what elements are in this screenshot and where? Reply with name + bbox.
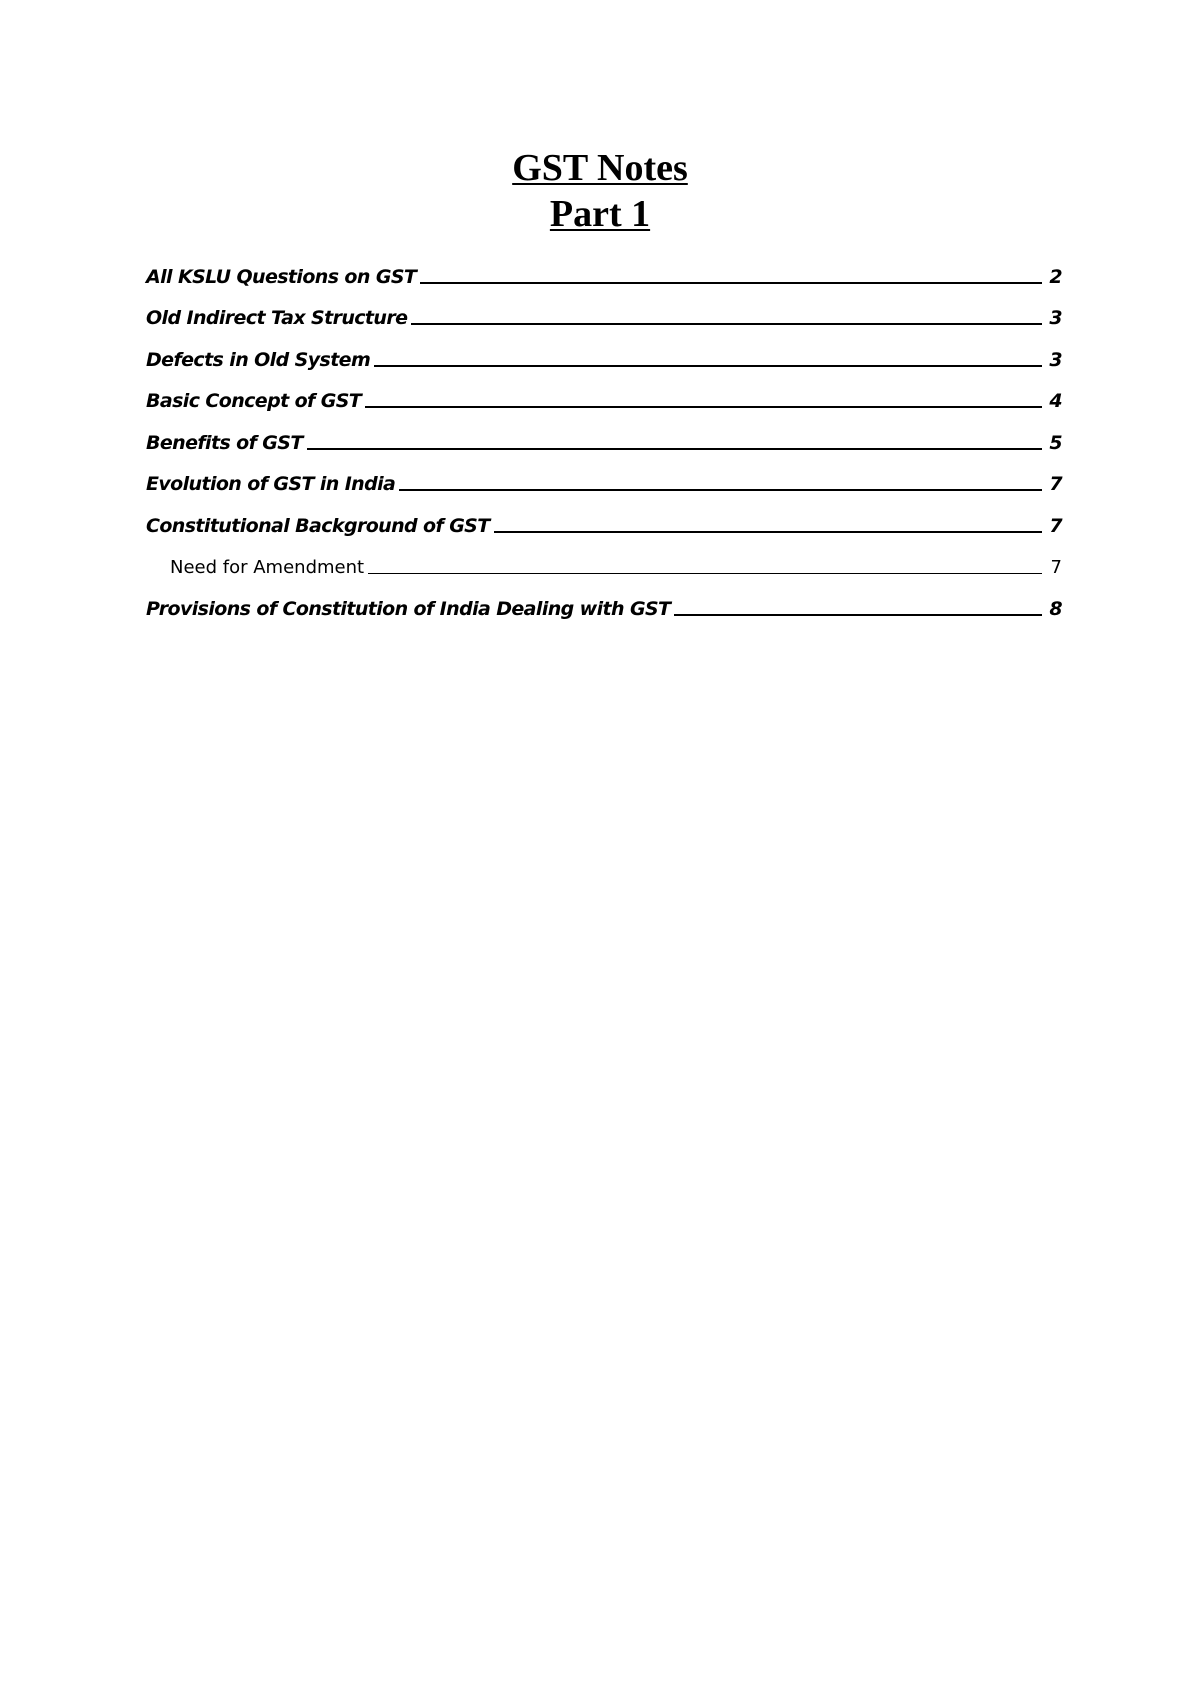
title-line-2: Part 1 bbox=[549, 193, 651, 235]
toc-entry[interactable] bbox=[146, 292, 1062, 334]
toc-entry-label: Evolution of GST in India bbox=[146, 473, 396, 495]
toc-leader-line bbox=[420, 282, 1042, 284]
toc-entry-label: Constitutional Background of GST bbox=[146, 514, 490, 537]
toc-entry-page: 3 bbox=[1049, 348, 1062, 371]
toc-entry-label: Benefits of GST bbox=[146, 431, 303, 454]
toc-entry-page: 7 bbox=[1049, 473, 1062, 495]
document-title bbox=[0, 145, 1200, 237]
toc-leader-line bbox=[365, 406, 1042, 408]
toc-subentry-page: 7 bbox=[1050, 557, 1062, 578]
toc-entry-page: 2 bbox=[1049, 265, 1062, 288]
toc-leader-line bbox=[494, 531, 1042, 533]
toc-entry-page: 8 bbox=[1049, 597, 1062, 620]
toc-entry-page: 3 bbox=[1049, 307, 1062, 329]
toc-entry-page: 5 bbox=[1049, 431, 1062, 454]
toc-leader-line bbox=[368, 573, 1042, 574]
toc-entry-label: Defects in Old System bbox=[146, 348, 371, 371]
toc-leader-line bbox=[374, 365, 1042, 367]
toc-entry[interactable] bbox=[146, 375, 1062, 417]
toc-entry-page: 7 bbox=[1049, 514, 1062, 537]
toc-subentry[interactable] bbox=[146, 541, 1062, 583]
toc-entry-label: Basic Concept of GST bbox=[146, 390, 362, 412]
toc-entry[interactable] bbox=[146, 333, 1062, 375]
toc-entry[interactable] bbox=[146, 416, 1062, 458]
toc-leader-line bbox=[307, 448, 1042, 450]
toc-entry-label: Old Indirect Tax Structure bbox=[146, 307, 408, 329]
toc-entry-page: 4 bbox=[1049, 390, 1062, 412]
title-line-1: GST Notes bbox=[512, 147, 688, 189]
table-of-contents bbox=[146, 250, 1062, 624]
toc-entry-label: All KSLU Questions on GST bbox=[146, 265, 417, 288]
toc-entry[interactable] bbox=[146, 499, 1062, 541]
toc-entry[interactable] bbox=[146, 582, 1062, 624]
toc-subentry-label: Need for Amendment bbox=[170, 557, 365, 578]
toc-entry-label: Provisions of Constitution of India Dealing with GST bbox=[146, 597, 671, 620]
toc-entry[interactable] bbox=[146, 250, 1062, 292]
toc-entry[interactable] bbox=[146, 458, 1062, 500]
toc-leader-line bbox=[411, 323, 1042, 325]
toc-leader-line bbox=[399, 489, 1042, 491]
toc-leader-line bbox=[674, 614, 1042, 616]
